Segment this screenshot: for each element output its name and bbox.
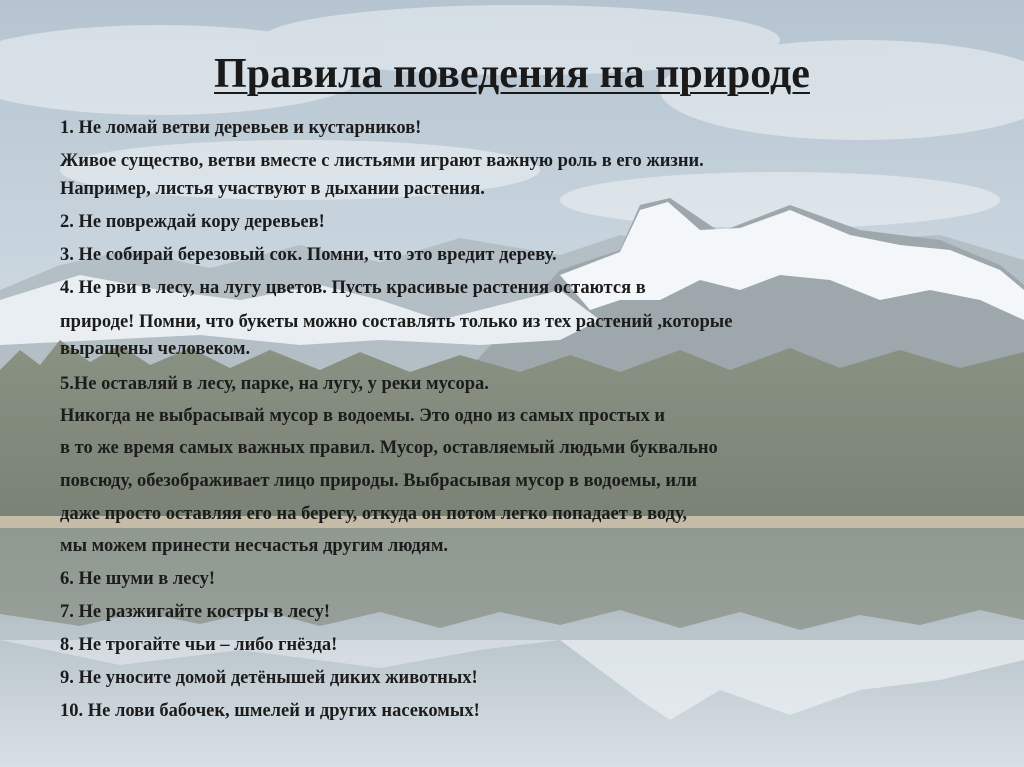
- rule-8-heading: 8. Не трогайте чьи – либо гнёзда!: [60, 635, 338, 655]
- rule-1-text: Живое существо, ветви вместе с листьями играют важную роль в его жизни.: [60, 151, 704, 171]
- rule-7-heading: 7. Не разжигайте костры в лесу!: [60, 602, 331, 622]
- rule-4-text: природе! Помни, что букеты можно составлять только из тех растений ,которые: [60, 312, 733, 332]
- rule-10-heading: 10. Не лови бабочек, шмелей и других насекомых!: [60, 701, 480, 721]
- rule-3-heading: 3. Не собирай березовый сок. Помни, что это вредит дереву.: [60, 245, 557, 265]
- rule-2-heading: 2. Не повреждай кору деревьев!: [60, 212, 325, 232]
- rule-4-text: выращены человеком.: [60, 339, 251, 359]
- rule-6-heading: 6. Не шуми в лесу!: [60, 569, 216, 589]
- rule-5-text: даже просто оставляя его на берегу, откуда он потом легко попадает в воду,: [60, 504, 688, 524]
- rule-1-text: Например, листья участвуют в дыхании растения.: [60, 179, 485, 199]
- rule-5-text: мы можем принести несчастья другим людям.: [60, 536, 449, 556]
- slide-title-text: Правила поведения на природе: [214, 51, 810, 97]
- rule-9-heading: 9. Не уносите домой детёнышей диких животных!: [60, 668, 478, 688]
- rule-5-text: Никогда не выбрасывай мусор в водоемы. Это одно из самых простых и: [60, 406, 665, 426]
- rule-5-text: повсюду, обезображивает лицо природы. Выбрасывая мусор в водоемы, или: [60, 471, 698, 491]
- rule-5-text: в то же время самых важных правил. Мусор, оставляемый людьми буквально: [60, 438, 718, 458]
- rule-4-heading: 4. Не рви в лесу, на лугу цветов. Пусть красивые растения остаются в: [60, 278, 646, 298]
- slide-title: [0, 50, 1024, 98]
- rule-5-heading: 5.Не оставляй в лесу, парке, на лугу, у реки мусора.: [60, 374, 489, 394]
- rule-1-heading: 1. Не ломай ветви деревьев и кустарников!: [60, 118, 422, 138]
